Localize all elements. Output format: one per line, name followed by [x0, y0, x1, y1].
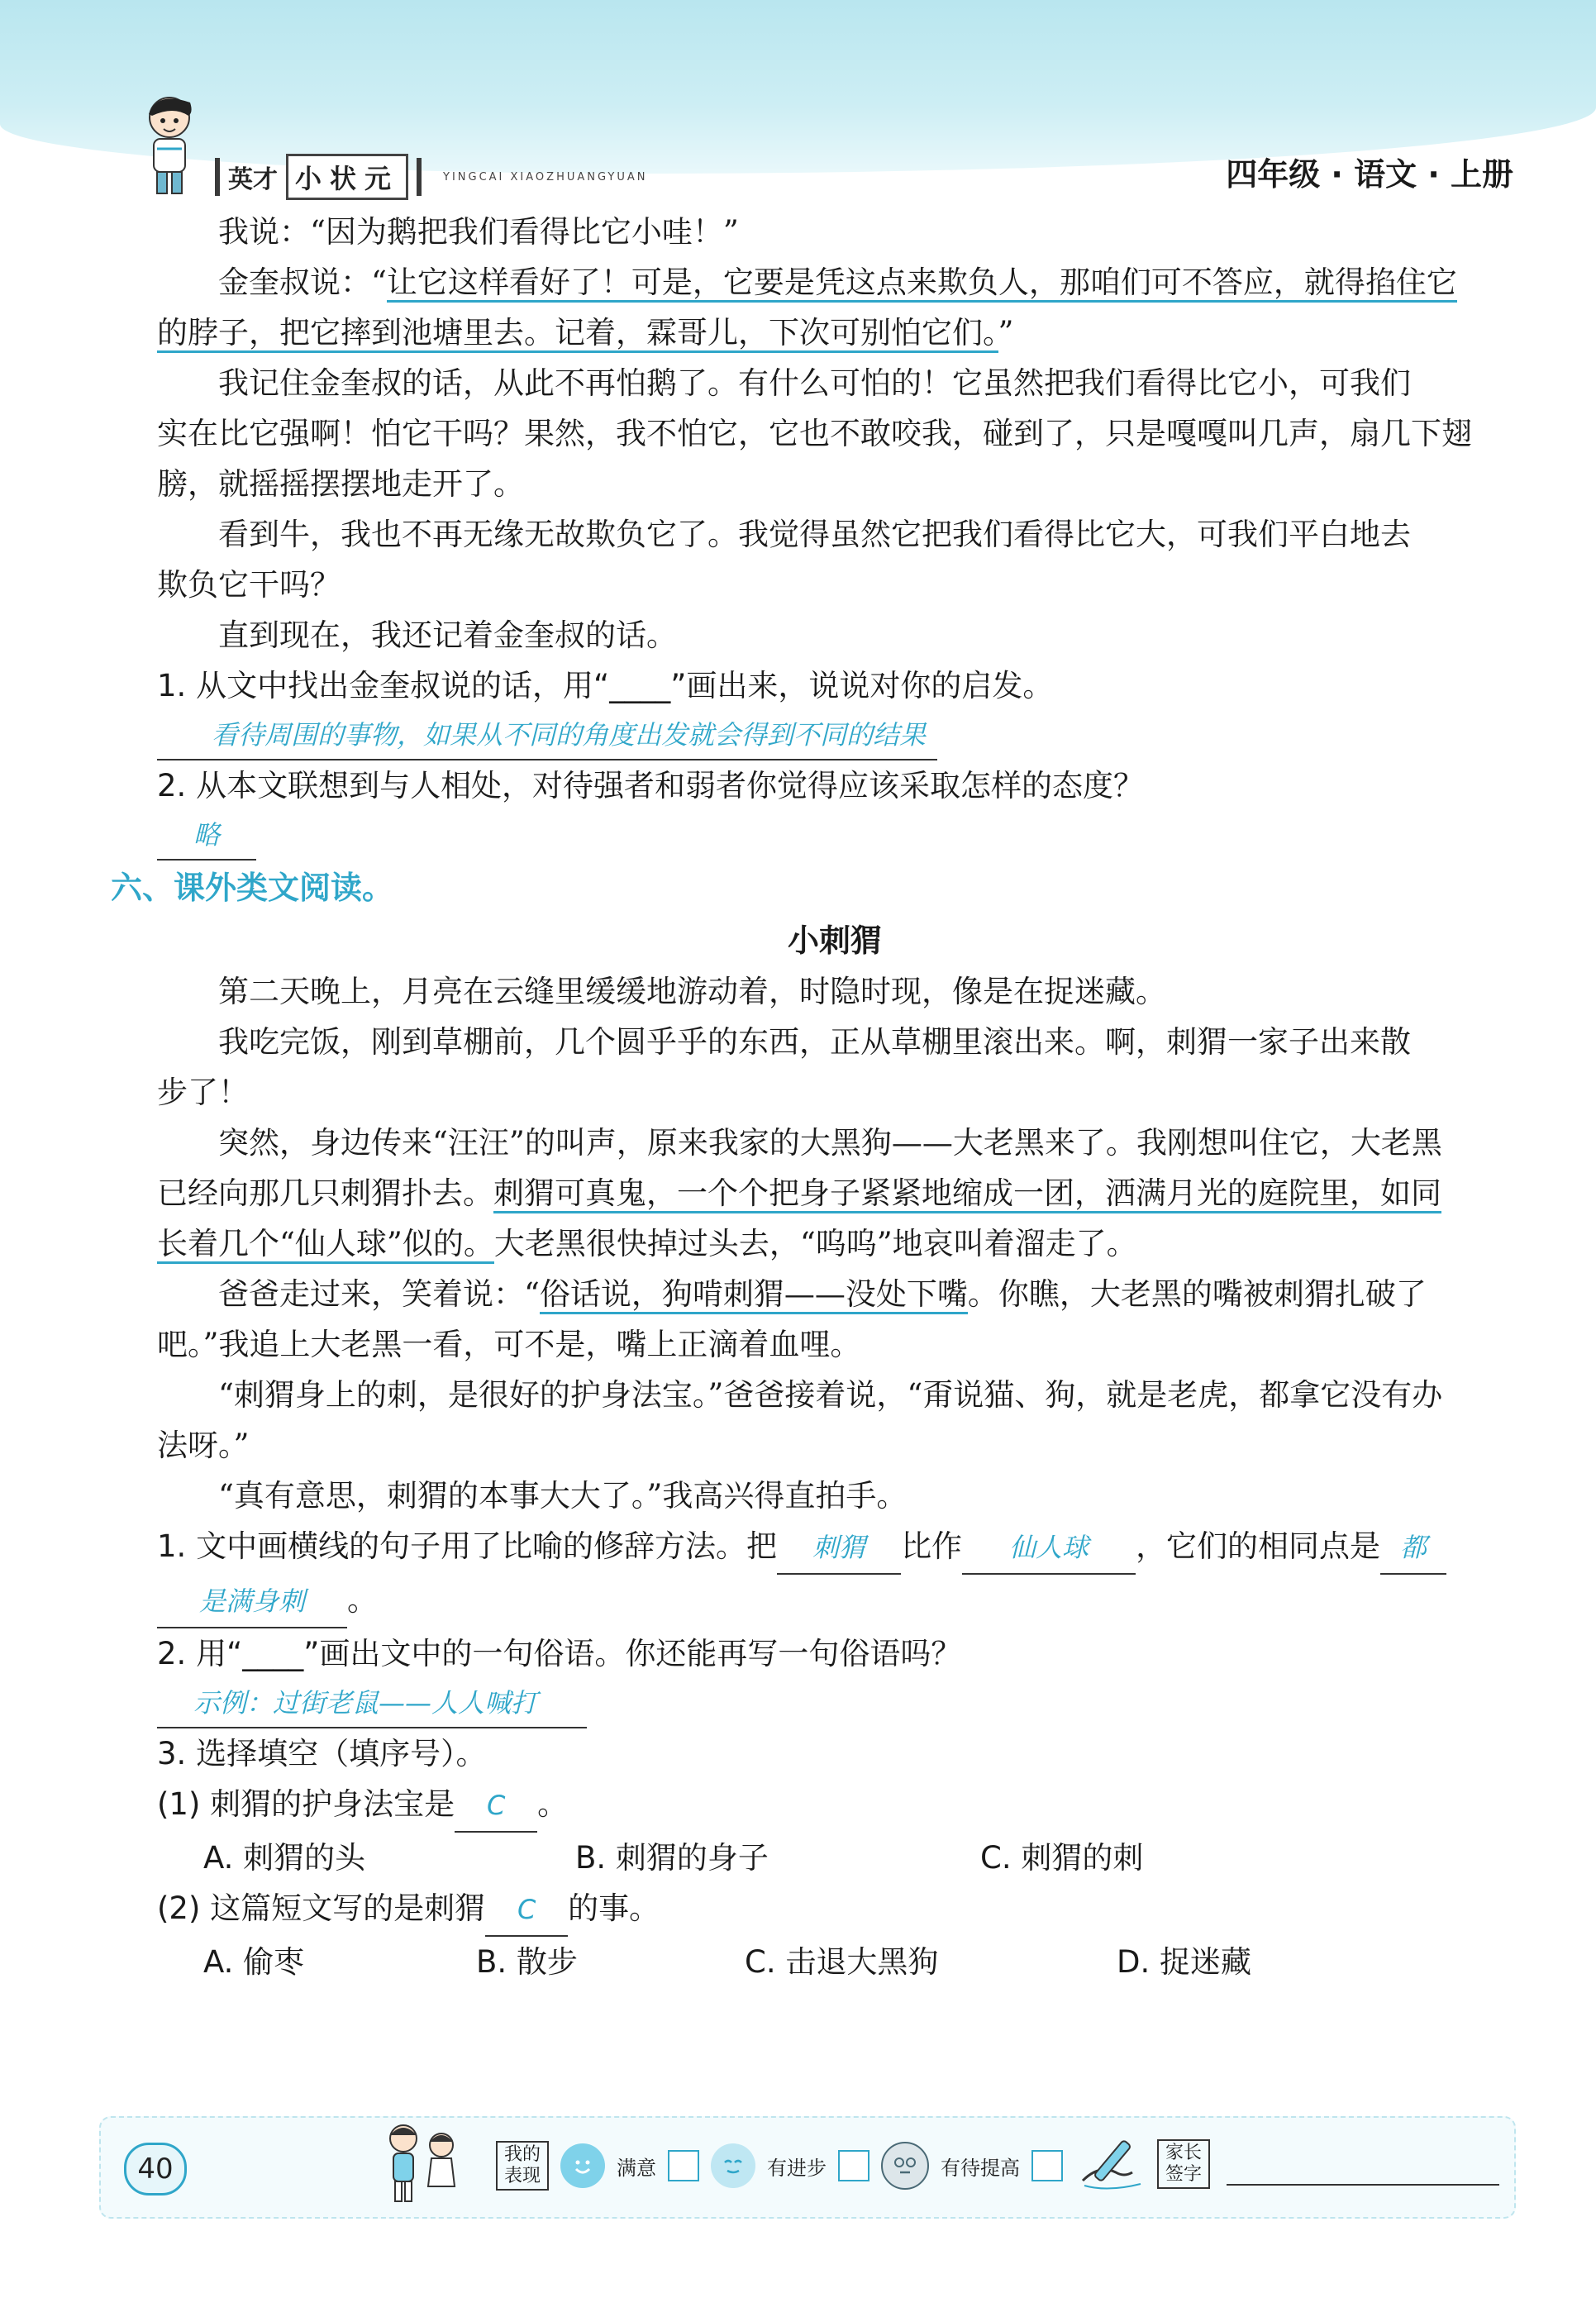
option[interactable]: D. 捉迷藏: [1117, 1944, 1252, 1980]
blank-1[interactable]: 刺猬: [777, 1523, 901, 1575]
pen-hand-icon: [1074, 2131, 1149, 2197]
paragraph: [157, 308, 1513, 358]
page-content: [111, 207, 1513, 1987]
options-6-3-1: [157, 1833, 1513, 1883]
paragraph: 膀，就摇摇摆摆地走开了。: [157, 466, 524, 502]
parent-sign: [1074, 2131, 1499, 2197]
article-title: 小刺猬: [787, 923, 882, 959]
parent-sign-label: 家长签字: [1157, 2139, 1210, 2189]
blank-3b[interactable]: 是满身刺: [157, 1576, 347, 1628]
text: 1. 文中画横线的句子用了比喻的修辞方法。把: [157, 1528, 778, 1564]
boy-mascot-icon: [124, 91, 215, 198]
blank-6-3-2[interactable]: C: [485, 1885, 568, 1937]
paragraph: 我记住金奎叔的话，从此不再怕鹅了。有什么可怕的！它虽然把我们看得比它小，可我们: [218, 365, 1411, 401]
rating-improve-checkbox[interactable]: [1031, 2150, 1063, 2181]
text: 大老黑很快掉过头去，“呜呜”地哀叫着溜走了。: [493, 1226, 1137, 1261]
text: 的事。: [568, 1890, 660, 1926]
text: 金奎叔说：“: [218, 265, 387, 300]
paragraph: “真有意思，刺猬的本事大大了。”我高兴得直拍手。: [218, 1478, 908, 1514]
content-face-icon: [711, 2143, 755, 2188]
paragraph: 突然，身边传来“汪汪”的叫声，原来我家的大黑狗——大老黑来了。我刚想叫住它，大老黑: [218, 1125, 1442, 1161]
blank-6-3-1[interactable]: C: [455, 1781, 537, 1833]
underlined-quote: 让它这样看好了！可是，它要是凭这点来欺负人，那咱们可不答应，就得掐住它: [387, 265, 1457, 303]
text: 。: [347, 1582, 378, 1618]
underlined-quote: 的脖子，把它摔到池塘里去。记着，霖哥儿，下次可别怕它们。: [157, 315, 998, 353]
text: 。: [537, 1786, 569, 1822]
answer-1[interactable]: [157, 711, 1513, 760]
page-number: 40: [124, 2143, 187, 2195]
text: 比作: [901, 1528, 963, 1564]
question-6-3-2: [157, 1883, 1513, 1937]
paragraph: 实在比它强啊！怕它干吗？果然，我不怕它，它也不敢咬我，碰到了，只是嘎嘎叫几声，扇几下翅: [157, 416, 1472, 451]
brand-pinyin: YINGCAI XIAOZHUANGYUAN: [443, 170, 648, 184]
paragraph: 欺负它干吗？: [157, 567, 341, 603]
brand-bar: [215, 158, 220, 196]
paragraph: [157, 1218, 1513, 1269]
underlined-sentence: 长着几个“仙人球”似的。: [157, 1226, 494, 1264]
rating-satisfied-label: 满意: [617, 2156, 656, 2180]
self-rating: [496, 2137, 1063, 2195]
paragraph: 第二天晚上，月亮在云缝里缓缓地游动着，时隐时现，像是在捉迷藏。: [218, 974, 1166, 1009]
paragraph: 法呀。”: [157, 1428, 250, 1463]
option[interactable]: A. 偷枣: [203, 1944, 305, 1980]
question-6-2: 2. 用“____”画出文中的一句俗语。你还能再写一句俗语吗？: [157, 1636, 962, 1671]
my-performance-label: 我的表现: [496, 2141, 549, 2191]
paragraph: [157, 257, 1513, 308]
brand-main: 小状元: [286, 154, 408, 200]
text: 已经向那几只刺猬扑去。: [157, 1175, 493, 1211]
paragraph: 直到现在，我还记着金奎叔的话。: [218, 617, 677, 653]
rating-progress-label: 有进步: [767, 2156, 827, 2180]
question-2: 2. 从本文联想到与人相处，对待强者和弱者你觉得应该采取怎样的态度？: [157, 768, 1145, 803]
answer-6-2[interactable]: [157, 1679, 1513, 1728]
text: (2) 这篇短文写的是刺猬: [157, 1890, 486, 1926]
paragraph: 吧。”我追上大老黑一看，可不是，嘴上正滴着血哩。: [157, 1327, 861, 1362]
text: 。你瞧，大老黑的嘴被刺猬扎破了: [967, 1276, 1427, 1312]
question-6-3-1: [157, 1779, 1513, 1833]
rating-improve-label: 有待提高: [941, 2156, 1020, 2180]
paragraph: 看到牛，我也不再无缘无故欺负它了。我觉得虽然它把我们看得比它大，可我们平白地去: [218, 517, 1411, 552]
option[interactable]: A. 刺猬的头: [203, 1840, 366, 1876]
paragraph: [157, 1269, 1513, 1319]
text: 爸爸走过来，笑着说：“: [218, 1276, 540, 1312]
rating-satisfied-checkbox[interactable]: [668, 2150, 699, 2181]
blank-3a[interactable]: 都: [1380, 1523, 1446, 1575]
answer-2-text: 略: [157, 811, 256, 861]
answer-6-2-text: 示例：过街老鼠——人人喊打: [157, 1679, 587, 1728]
section-title: 六、课外类文阅读。: [111, 870, 394, 906]
option[interactable]: B. 散步: [476, 1944, 578, 1980]
paragraph: “刺猬身上的刺，是很好的护身法宝。”爸爸接着说，“甭说猫、狗，就是老虎，都拿它没有办: [218, 1377, 1443, 1413]
question-6-3: 3. 选择填空（填序号）。: [157, 1736, 487, 1771]
paragraph: 我说：“因为鹅把我们看得比它小哇！”: [218, 214, 739, 250]
smile-face-icon: [560, 2143, 605, 2188]
kids-illustration-icon: [372, 2120, 471, 2207]
brand-bar-right: [417, 158, 422, 196]
text: (1) 刺猬的护身法宝是: [157, 1786, 455, 1822]
neutral-face-icon: [881, 2142, 929, 2190]
underlined-sentence: 刺猬可真鬼，一个个把身子紧紧地缩成一团，洒满月光的庭院里，如同: [493, 1175, 1441, 1213]
text: ”: [998, 315, 1014, 350]
brand-prefix: 英才: [228, 165, 278, 194]
rating-progress-checkbox[interactable]: [838, 2150, 869, 2181]
paragraph: 步了！: [157, 1075, 249, 1110]
brand: [215, 155, 647, 198]
text: ，它们的相同点是: [1136, 1528, 1381, 1564]
question-1: 1. 从文中找出金奎叔说的话，用“____”画出来，说说对你的启发。: [157, 668, 1054, 703]
paragraph: [157, 1168, 1513, 1218]
answer-2[interactable]: [157, 811, 1513, 861]
question-6-1: [157, 1521, 1513, 1575]
options-6-3-2: [157, 1937, 1513, 1987]
answer-1-text: 看待周围的事物，如果从不同的角度出发就会得到不同的结果: [157, 711, 937, 760]
paragraph: 我吃完饭，刚到草棚前，几个圆乎乎的东西，正从草棚里滚出来。啊，刺猬一家子出来散: [218, 1024, 1411, 1060]
question-6-1-cont: [157, 1575, 1513, 1628]
grade-label: 四年级 · 语文 · 上册: [1226, 156, 1513, 193]
option[interactable]: C. 击退大黑狗: [745, 1944, 939, 1980]
option[interactable]: B. 刺猬的身子: [575, 1840, 769, 1876]
option[interactable]: C. 刺猬的刺: [980, 1840, 1144, 1876]
blank-2[interactable]: 仙人球: [962, 1523, 1136, 1575]
header-band: [0, 0, 1596, 174]
underlined-proverb: 俗话说，狗啃刺猬——没处下嘴: [540, 1276, 968, 1314]
signature-line[interactable]: [1227, 2143, 1499, 2186]
